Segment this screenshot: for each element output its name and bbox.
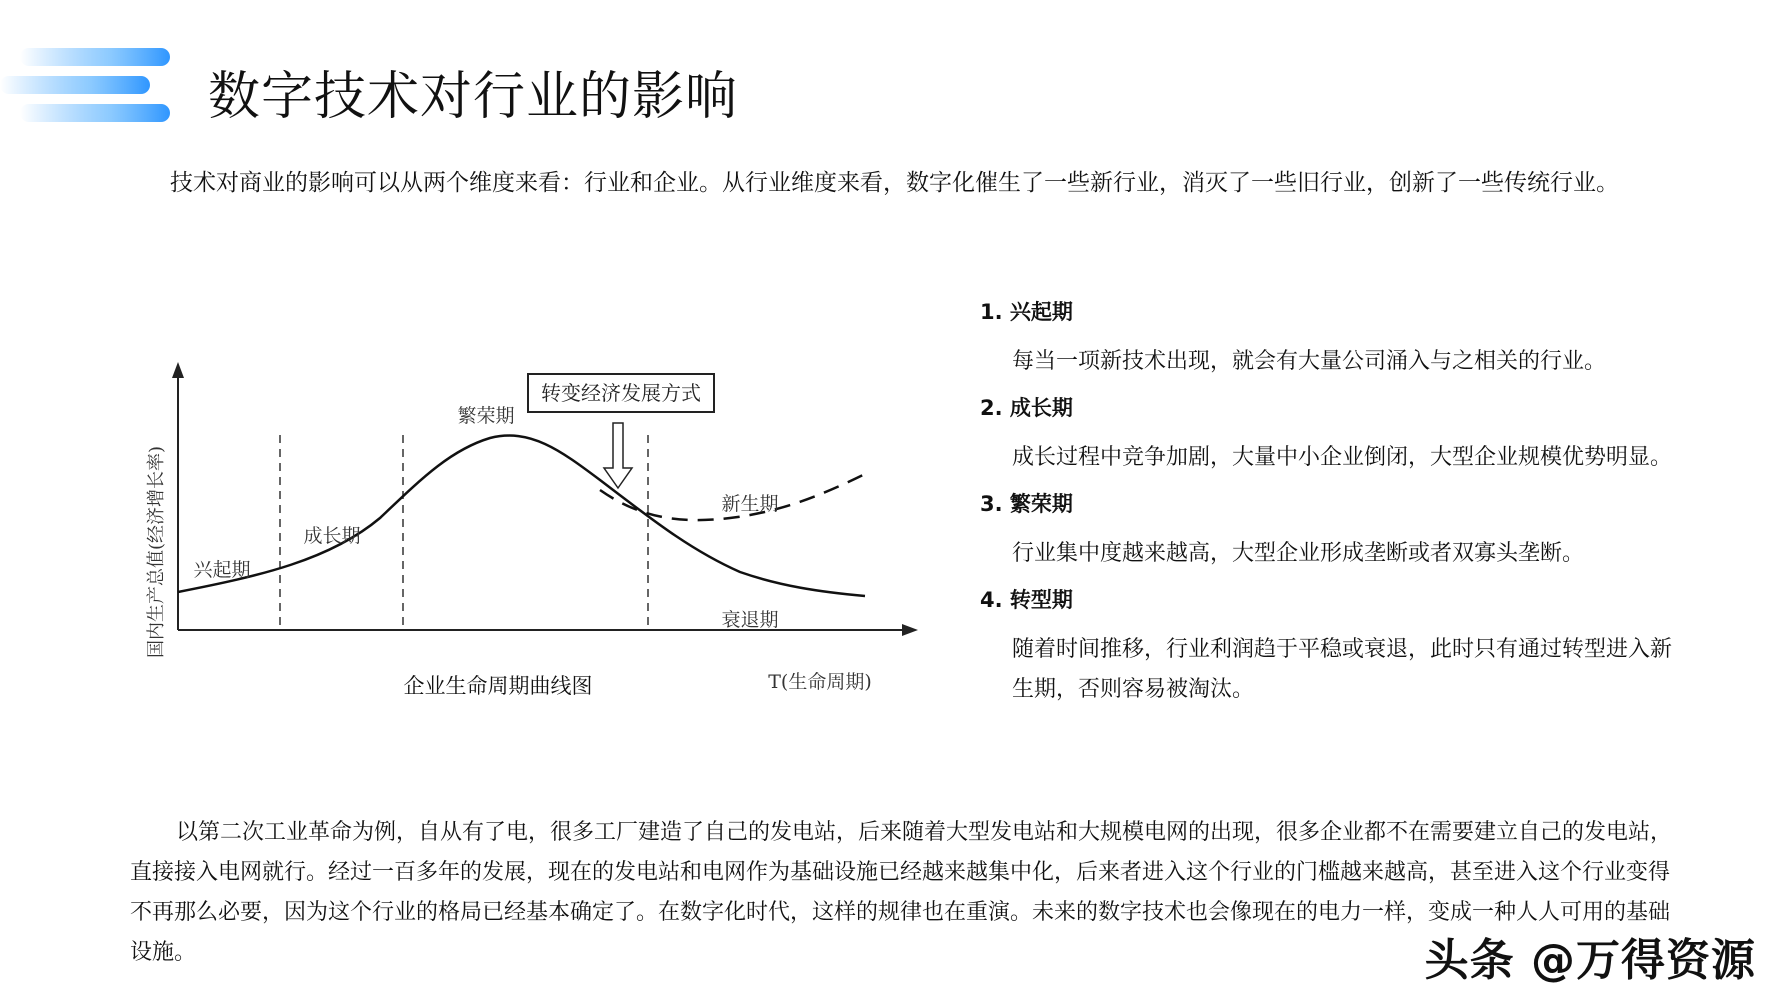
stage-description: 成长过程中竞争加剧，大量中小企业倒闭，大型企业规模优势明显。 [1012,445,1673,470]
header-stripes-decoration [0,46,180,126]
lifecycle-chart [120,340,940,740]
stage-heading: 1. 兴起期 [980,300,1073,324]
x-axis-label: T(生命周期) [768,671,872,693]
phase-label-rebirth: 新生期 [721,493,779,515]
stage-description: 行业集中度越来越高，大型企业形成垄断或者双寡头垄断。 [1012,541,1585,566]
closing-paragraph: 以第二次工业革命为例，自从有了电，很多工厂建造了自己的发电站，后来随着大型发电站和大规模电网的出现，很多企业都不在需要建立自己的发电站，直接接入电网就行。经过一百多年的发展，现在的发电站和电网作为基础设施已经越来越集中化，后来者进入这个行业的门槛越来越高，甚至进入这个行业变得不再那么必要，因为这个行业的格局已经基本确定了。在数字化时代，这样的规律也在重演。未来的数字技术也会像现在的电力一样，变成一种人人可用的基础设施。 [130,820,1673,965]
callout-label: 转变经济发展方式 [541,381,701,405]
watermark: 头条 @万得资源 [1424,935,1756,986]
stage-description: 随着时间推移，行业利润趋于平稳或衰退，此时只有通过转型进入新生期，否则容易被淘汰。 [1012,637,1673,702]
stage-description: 每当一项新技术出现，就会有大量公司涌入与之相关的行业。 [1012,349,1607,374]
phase-label-prosperity: 繁荣期 [457,405,515,427]
stage-heading: 3. 繁荣期 [980,492,1073,516]
lifecycle-curve [178,436,865,596]
callout-down-arrow [604,423,632,488]
phase-label-decline: 衰退期 [721,609,779,631]
y-axis-arrow [172,362,184,378]
stage-heading: 4. 转型期 [980,588,1073,612]
phase-label-growth: 成长期 [303,525,361,547]
chart-caption: 企业生命周期曲线图 [403,674,593,698]
intro-paragraph: 技术对商业的影响可以从两个维度来看：行业和企业。从行业维度来看，数字化催生了一些新行业，消灭了一些旧行业，创新了一些传统行业。 [170,170,1619,196]
phase-label-emerging: 兴起期 [193,559,251,581]
stage-item [980,296,1720,382]
stage-list [980,296,1720,720]
page-title: 数字技术对行业的影响 [208,67,739,127]
x-axis-arrow [902,624,918,636]
y-axis-label: 国内生产总值(经济增长率) [146,445,167,659]
stage-heading: 2. 成长期 [980,396,1073,420]
stage-item [980,584,1720,710]
stage-item [980,392,1720,478]
stage-item [980,488,1720,574]
